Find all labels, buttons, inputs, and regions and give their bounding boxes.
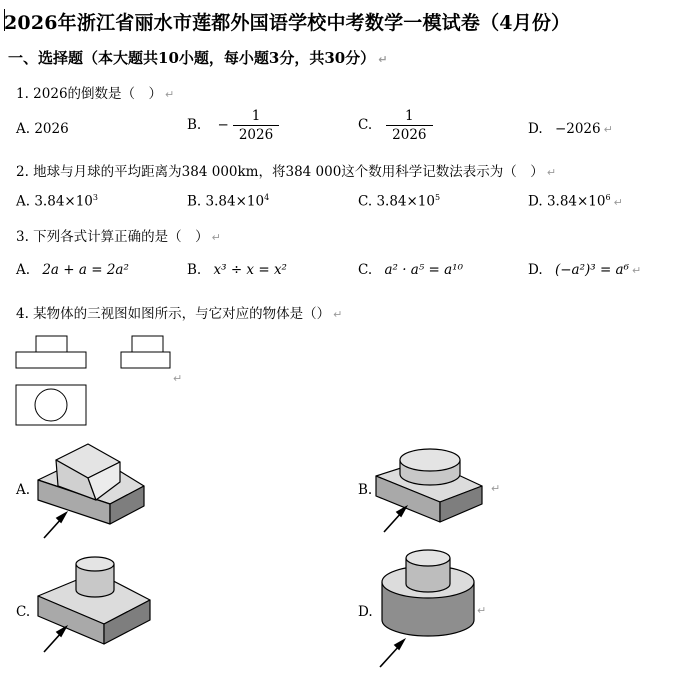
view-direction-arrow: [44, 513, 66, 538]
view-direction-arrow: [44, 627, 66, 652]
option-exponent: 3: [92, 193, 98, 202]
q1-option-c[interactable]: [358, 108, 433, 143]
question-4-stem: [16, 302, 342, 322]
minus-sign: −: [217, 117, 229, 133]
side-view-base: [121, 352, 170, 368]
exam-title: 2026年浙江省丽水市莲都外国语学校中考数学一模试卷（4月份）: [4, 12, 571, 34]
q4-option-d-label[interactable]: D.: [358, 604, 373, 620]
option-base: 3.84×10: [546, 193, 606, 210]
option-label: A.: [16, 262, 31, 278]
cylinder-top: [76, 557, 114, 571]
option-expression: x³ ÷ x = x²: [213, 262, 287, 278]
paragraph-mark: ↵: [546, 166, 557, 179]
option-exponent: 5: [435, 193, 441, 202]
option-expression: a² · a⁵ = a¹⁰: [384, 262, 463, 278]
q1-option-b[interactable]: [187, 108, 279, 143]
option-expression: (−a²)³ = a⁶: [554, 262, 630, 278]
q3-option-c[interactable]: [358, 262, 463, 278]
q4-option-c-figure[interactable]: [30, 548, 170, 658]
small-cylinder-top: [406, 550, 450, 566]
paragraph-mark: ↵: [333, 308, 343, 321]
front-view-base: [16, 352, 86, 368]
q4-option-c-label[interactable]: C.: [16, 604, 31, 620]
fraction-denominator: 2026: [238, 127, 274, 143]
section-heading: [8, 47, 387, 68]
question-3-stem: [16, 225, 221, 245]
q3-option-b[interactable]: [187, 262, 287, 278]
option-label: D.: [528, 193, 543, 210]
q1-option-d[interactable]: [528, 121, 613, 137]
fraction-numerator: 1: [233, 108, 279, 126]
q4-option-b-figure[interactable]: [370, 438, 500, 538]
question-3-text: 3. 下列各式计算正确的是（ ）: [16, 229, 209, 245]
option-label: A.: [16, 121, 31, 137]
q4-option-d-figure[interactable]: [370, 544, 490, 672]
question-2-stem: [16, 160, 556, 180]
top-view-rect: [16, 385, 86, 425]
option-label: C.: [358, 117, 373, 133]
option-base: 3.84×10: [376, 193, 435, 210]
paragraph-mark: ↵: [378, 53, 388, 66]
option-exponent: 6: [605, 193, 611, 202]
option-base: 3.84×10: [34, 193, 93, 210]
option-label: C.: [358, 262, 373, 278]
option-label: C.: [358, 193, 373, 210]
q4-option-a-figure[interactable]: [30, 438, 170, 543]
q2-option-c[interactable]: [358, 193, 440, 210]
option-exponent: 4: [264, 193, 270, 202]
side-view-top: [132, 336, 163, 352]
three-view-diagram: [0, 330, 200, 430]
option-label: B.: [187, 117, 202, 133]
front-view-top: [36, 336, 67, 352]
view-direction-arrow: [380, 640, 404, 667]
q4-option-a-label[interactable]: A.: [16, 482, 31, 498]
question-4-text: 4. 某物体的三视图如图所示，与它对应的物体是（）: [16, 306, 331, 322]
q2-option-b[interactable]: [187, 193, 269, 210]
option-label: B.: [187, 262, 202, 278]
q4-option-b-label[interactable]: B.: [358, 482, 373, 498]
option-label: B.: [187, 193, 202, 210]
paragraph-mark: ↵: [165, 88, 175, 101]
option-value: 2026: [34, 121, 69, 137]
paragraph-mark: ↵: [211, 231, 221, 244]
question-2-text: 2. 地球与月球的平均距离为384 000km，将384 000这个数用科学记数法表示为（ ）: [16, 164, 544, 180]
paragraph-mark: ↵: [603, 123, 613, 136]
option-value: −2026: [554, 121, 601, 137]
fraction-denominator: 2026: [392, 127, 427, 143]
q3-option-a[interactable]: [16, 262, 129, 278]
top-view-circle: [35, 389, 67, 421]
fraction: [386, 108, 432, 143]
paragraph-mark: ↵: [613, 195, 623, 209]
question-1-text: 1. 2026的倒数是（ ）: [16, 86, 163, 102]
paragraph-mark: ↵: [632, 264, 642, 277]
fraction: [233, 108, 279, 143]
fraction-numerator: 1: [386, 108, 432, 126]
option-label: A.: [16, 193, 31, 210]
q2-option-a[interactable]: [16, 193, 98, 210]
q3-option-d[interactable]: [528, 262, 641, 278]
section-heading-text: 一、选择题（本大题共10小题，每小题3分，共30分）: [8, 49, 376, 67]
option-label: D.: [528, 262, 543, 278]
paragraph-mark: ↵: [491, 482, 501, 495]
view-direction-arrow: [384, 507, 406, 532]
q2-option-d[interactable]: [528, 193, 623, 210]
paragraph-mark: ↵: [173, 372, 183, 385]
cylinder-top: [400, 449, 460, 471]
option-label: D.: [528, 121, 543, 137]
paragraph-mark: ↵: [477, 604, 487, 617]
question-1-stem: [16, 82, 174, 102]
q1-option-a[interactable]: [16, 121, 69, 137]
option-base: 3.84×10: [205, 193, 265, 210]
option-expression: 2a + a = 2a²: [42, 262, 129, 278]
